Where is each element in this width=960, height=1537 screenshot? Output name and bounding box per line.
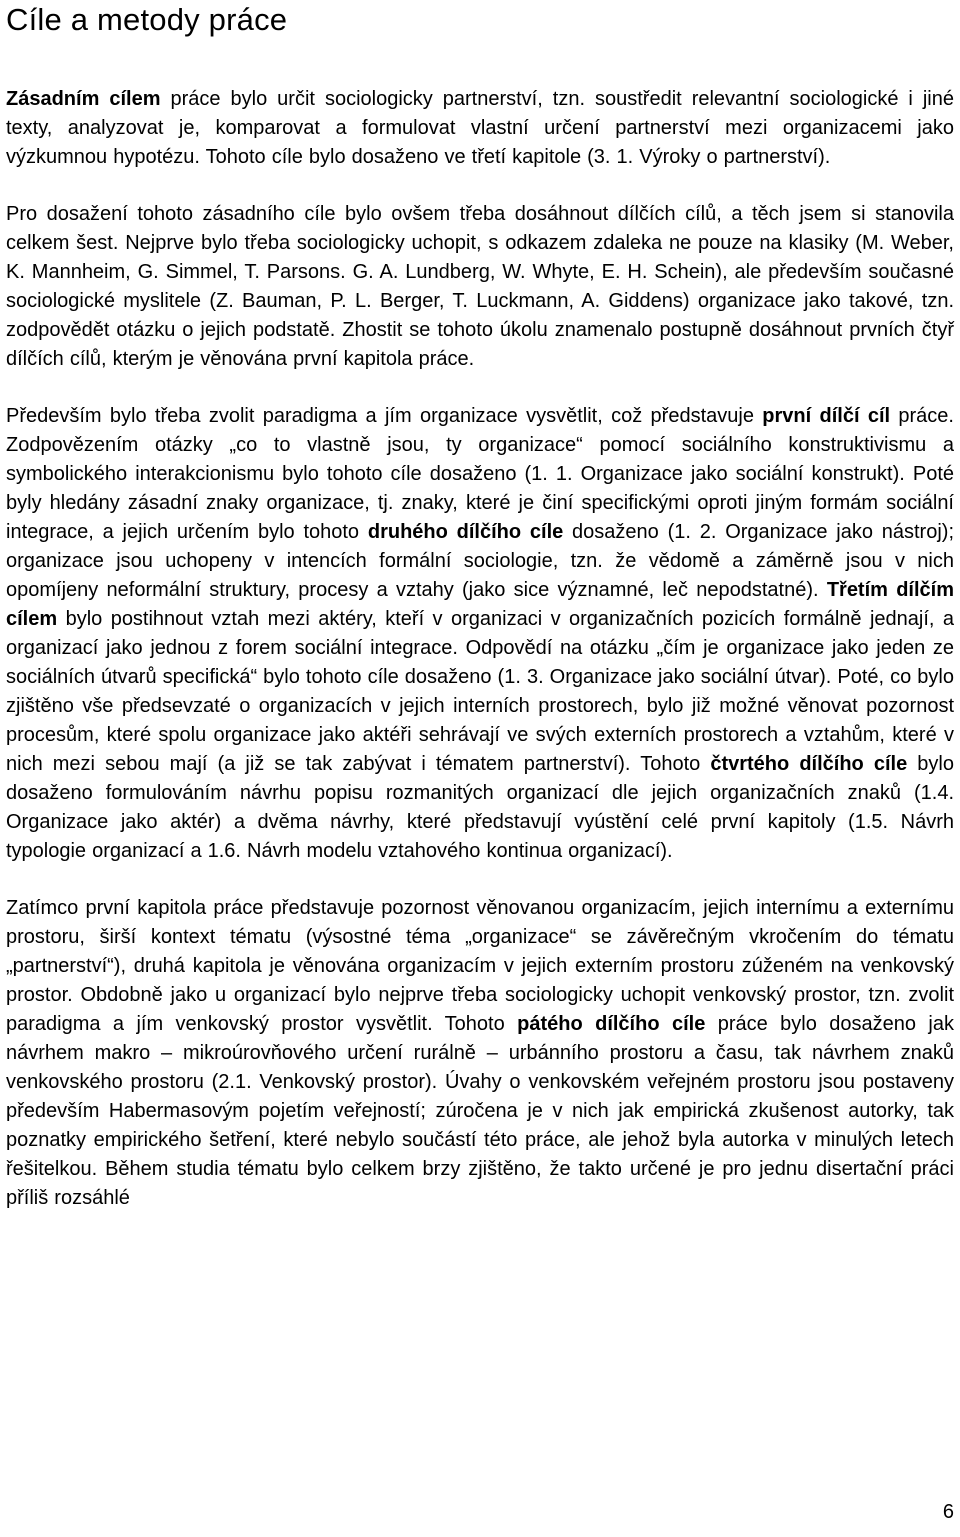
text-segment: práce bylo dosaženo jak návrhem makro – mikroúrovňového určení rurálně – urbánního prostoru a času, tak návrhem znaků venkovského prostoru (2.1. Venkovský prostor). Úvahy o venkovském veřejném prostoru jsou postaveny především Habermasovým pojetím veřejností; zúročena je v nich jak empirická zkušenost autorky, tak poznatky empirického šetření, které nebylo součástí této práce, ale jehož byla autorka v minulých letech řešitelkou. Během studia tématu bylo celkem brzy zjištěno, že takto určené je pro jednu disertační práci příliš rozsáhlé bbox=[6, 1013, 954, 1209]
text-segment: bylo postihnout vztah mezi aktéry, kteří v organizaci v organizačních pozicích formálně jednají, a organizací jako jednou z forem sociální integrace. Odpovědí na otázku „čím je organizace jako jeden ze sociálních útvarů specifická“ bylo tohoto cíle dosaženo (1. 3. Organizace jako sociální útvar). Poté, co bylo zjištěno vše předsevzaté o organizacích v jejich interních prostorech, bylo již možné věnovat pozornost procesům, které spolu organizace jako aktéři sehrávají ve svých externích prostorech a vztahům, které v nich mezi sebou mají (a již se tak zabývat i tématem partnerství). Tohoto bbox=[6, 608, 954, 775]
paragraph-partial-goals bbox=[6, 200, 954, 374]
document-page bbox=[6, 0, 954, 1213]
emphasized-text: čtvrtého dílčího cíle bbox=[710, 753, 908, 775]
emphasized-text: druhého dílčího cíle bbox=[367, 521, 564, 543]
emphasized-text: Třetím dílčím cílem bbox=[6, 579, 954, 630]
paragraph-first-chapter bbox=[6, 402, 954, 866]
paragraph-main-goal bbox=[6, 85, 954, 172]
section-title: Cíle a metody práce bbox=[6, 2, 288, 37]
emphasized-text: Zásadním cílem bbox=[6, 88, 161, 110]
paragraph-second-chapter bbox=[6, 894, 954, 1213]
text-segment: bylo dosaženo formulováním návrhu popisu rozmanitých organizací dle jejich organizačních znaků (1.4. Organizace jako aktér) a dvěma návrhy, které představují vyústění celé první kapitoly (1.5. Návrh typologie organizací a 1.6. Návrh modelu vztahového kontinua organizací). bbox=[6, 753, 954, 862]
emphasized-text: pátého dílčího cíle bbox=[517, 1013, 706, 1035]
text-segment: Zatímco první kapitola práce představuje pozornost věnovanou organizacím, jejich internímu a externímu prostoru, širší kontext tématu (výsostné téma „organizace“ se závěrečným vkročením do tématu „partnerství“), druhá kapitola je věnována organizacím v jejich externím prostoru zúženém na venkovský prostor. Obdobně jako u organizací bylo nejprve třeba sociologicky uchopit venkovský prostor, tzn. zvolit paradigma a jím venkovský prostor vysvětlit. Tohoto bbox=[6, 897, 954, 1035]
text-segment: Především bylo třeba zvolit paradigma a jím organizace vysvětlit, což představuje bbox=[6, 405, 763, 427]
emphasized-text: první dílčí cíl bbox=[762, 405, 891, 427]
text-segment: Pro dosažení tohoto zásadního cíle bylo ovšem třeba dosáhnout dílčích cílů, a těch jsem si stanovila celkem šest. Nejprve bylo třeba sociologicky uchopit, s odkazem zdaleka ne pouze na klasiky (M. Weber, K. Mannheim, G. Simmel, T. Parsons. G. A. Lundberg, W. Whyte, E. H. Schein), ale především současné sociologické myslitele (Z. Bauman, P. L. Berger, T. Luckmann, A. Giddens) organizace jako takové, tzn. zodpovědět otázku o jejich podstatě. Zhostit se tohoto úkolu znamenalo postupně dosáhnout prvních čtyř dílčích cílů, kterým je věnována první kapitola práce. bbox=[6, 203, 954, 370]
page-number: 6 bbox=[942, 1501, 954, 1523]
text-segment: práce bylo určit sociologicky partnerství, tzn. soustředit relevantní sociologické i jiné texty, analyzovat je, komparovat a formulovat vlastní určení partnerství mezi organizacemi jako výzkumnou hypotézu. Tohoto cíle bylo dosaženo ve třetí kapitole (3. 1. Výroky o partnerství). bbox=[6, 88, 954, 168]
text-segment: dosaženo (1. 2. Organizace jako nástroj); organizace jsou uchopeny v intencích formální sociologie, tzn. že vědomě a záměrně jsou v nich opomíjeny neformální struktury, procesy a vztahy (jako sice významné, leč nepodstatné). bbox=[6, 521, 954, 601]
text-segment: práce. Zodpovězením otázky „co to vlastně jsou, ty organizace“ pomocí sociálního konstruktivismu a symbolického interakcionismu bylo tohoto cíle dosaženo (1. 1. Organizace jako sociální konstrukt). Poté byly hledány zásadní znaky organizace, tj. znaky, které je činí specifickými oproti jiným formám sociální integrace, a jejich určením bylo tohoto bbox=[6, 405, 954, 543]
